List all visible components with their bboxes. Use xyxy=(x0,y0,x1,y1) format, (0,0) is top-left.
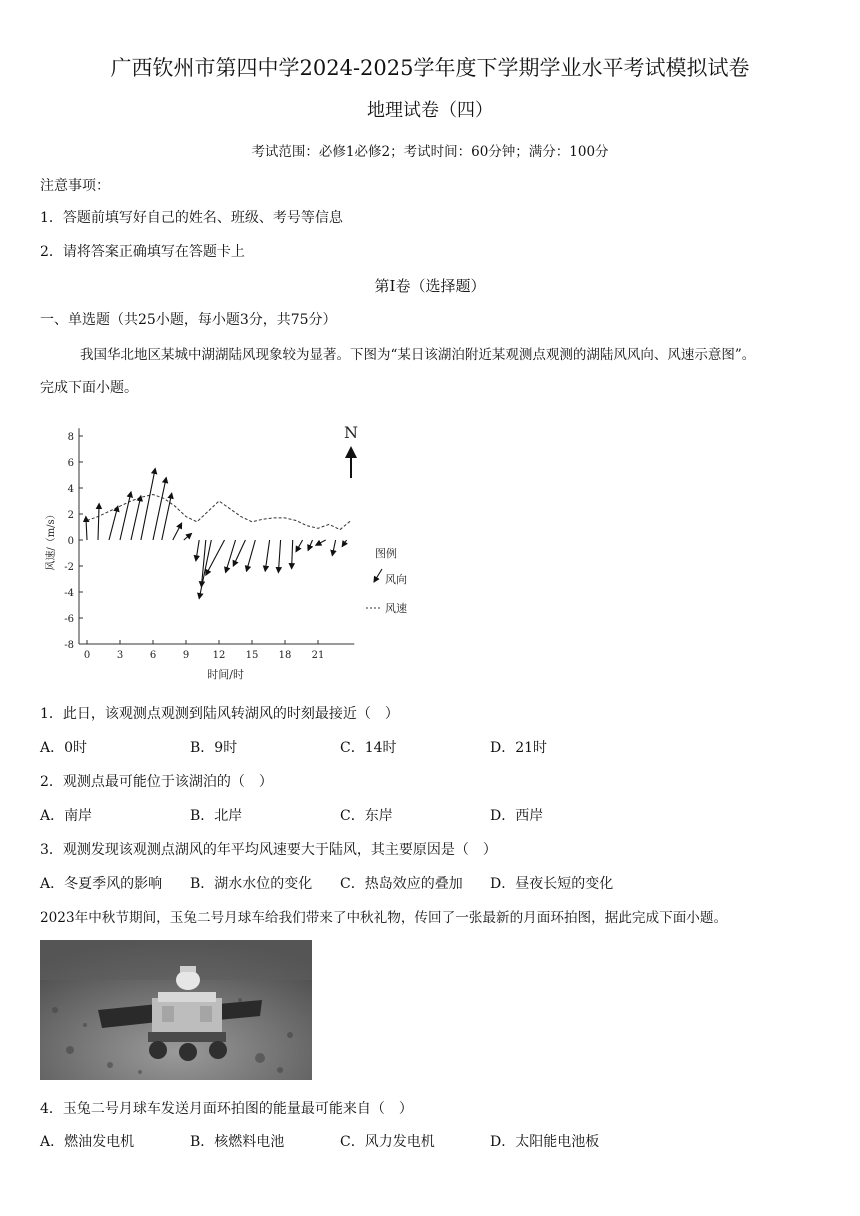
legend-title: 图例 xyxy=(375,547,397,560)
wind-direction-arrow xyxy=(226,540,236,573)
passage-line: 完成下面小题。 xyxy=(40,380,138,396)
q4-option-a: A．燃油发电机 xyxy=(40,1134,135,1150)
question-3-stem: 3．观测发现该观测点湖风的年平均风速要大于陆风，其主要原因是（ ） xyxy=(40,842,497,858)
passage-line: 我国华北地区某城中湖湖陆风现象较为显著。下图为“某日该湖泊附近某观测点观测的湖陆风风向、风速示意图”。 xyxy=(80,347,756,363)
x-tick-label: 18 xyxy=(278,650,292,661)
q4-option-c: C．风力发电机 xyxy=(340,1134,435,1150)
y-tick-label: -6 xyxy=(64,614,74,625)
y-axis-label: 风速/（m/s） xyxy=(46,509,57,571)
passage-2: 2023年中秋节期间，玉兔二号月球车给我们带来了中秋礼物，传回了一张最新的月面环拍图，据此完成下面小题。 xyxy=(40,910,728,926)
q3-option-d: D．昼夜长短的变化 xyxy=(490,876,614,892)
x-tick-label: 15 xyxy=(245,650,259,661)
q3-option-c: C．热岛效应的叠加 xyxy=(340,876,463,892)
wind-direction-arrow xyxy=(332,540,335,556)
wind-direction-arrow xyxy=(86,517,87,540)
note-item: 2．请将答案正确填写在答题卡上 xyxy=(40,244,245,260)
part-heading: 一、单选题（共25小题，每小题3分，共75分） xyxy=(40,312,337,328)
wind-direction-arrow xyxy=(278,540,280,573)
wind-direction-arrow xyxy=(184,534,192,541)
q2-option-c: C．东岸 xyxy=(340,808,393,824)
q4-option-b: B．核燃料电池 xyxy=(190,1134,285,1150)
q1-option-b: B．9时 xyxy=(190,740,238,756)
wind-direction-arrow xyxy=(98,504,99,540)
q4-option-d: D．太阳能电池板 xyxy=(490,1134,600,1150)
wind-direction-arrow xyxy=(292,540,293,569)
wind-direction-arrow xyxy=(196,540,199,561)
wind-direction-arrow xyxy=(308,540,312,550)
wind-chart xyxy=(40,418,420,688)
x-tick-label: 21 xyxy=(311,650,325,661)
q3-option-a: A．冬夏季风的影响 xyxy=(40,876,163,892)
notes-heading: 注意事项： xyxy=(40,178,110,194)
wind-direction-arrow xyxy=(206,540,225,575)
y-tick-label: -2 xyxy=(64,562,74,573)
y-tick-label: 2 xyxy=(67,510,74,521)
x-tick-label: 0 xyxy=(83,650,91,661)
north-label: N xyxy=(344,423,358,442)
wind-direction-arrow xyxy=(131,496,141,540)
q3-option-b: B．湖水水位的变化 xyxy=(190,876,313,892)
x-tick-label: 12 xyxy=(212,650,226,661)
y-tick-label: 0 xyxy=(67,536,74,547)
lunar-rover-photo xyxy=(40,940,312,1080)
wind-direction-arrow xyxy=(233,540,245,566)
y-tick-label: -4 xyxy=(64,588,74,599)
wind-direction-arrow xyxy=(141,469,155,541)
q1-option-a: A．0时 xyxy=(40,740,88,756)
section-title: 第I卷（选择题） xyxy=(374,277,486,295)
note-item: 1．答题前填写好自己的姓名、班级、考号等信息 xyxy=(40,210,343,226)
wind-direction-arrow xyxy=(265,540,269,571)
wind-direction-arrow xyxy=(316,540,326,545)
y-tick-label: 8 xyxy=(67,432,74,443)
wind-direction-arrow xyxy=(342,540,346,547)
y-tick-label: 4 xyxy=(67,484,74,495)
q1-option-d: D．21时 xyxy=(490,740,548,756)
y-tick-label: 6 xyxy=(67,458,74,469)
question-1-stem: 1．此日，该观测点观测到陆风转湖风的时刻最接近（ ） xyxy=(40,706,399,722)
x-tick-label: 6 xyxy=(149,650,157,661)
wind-direction-arrow xyxy=(173,523,182,540)
exam-info: 考试范围：必修1必修2；考试时间：60分钟；满分：100分 xyxy=(251,144,609,160)
q1-option-c: C．14时 xyxy=(340,740,397,756)
q2-option-d: D．西岸 xyxy=(490,808,544,824)
exam-title: 广西钦州市第四中学2024-2025学年度下学期学业水平考试模拟试卷 xyxy=(110,56,750,80)
question-2-stem: 2．观测点最可能位于该湖泊的（ ） xyxy=(40,774,273,790)
x-axis-label: 时间/时 xyxy=(207,668,244,681)
exam-subtitle: 地理试卷（四） xyxy=(367,100,493,121)
wind-direction-arrow xyxy=(296,540,303,552)
q2-option-b: B．北岸 xyxy=(190,808,243,824)
wind-direction-arrow xyxy=(120,492,131,540)
question-4-stem: 4．玉兔二号月球车发送月面环拍图的能量最可能来自（ ） xyxy=(40,1101,413,1117)
wind-direction-arrow xyxy=(247,540,256,571)
x-tick-label: 3 xyxy=(116,650,124,661)
legend-arrow-icon xyxy=(374,569,382,582)
x-tick-label: 9 xyxy=(182,650,190,661)
legend-arrow-label: 风向 xyxy=(385,573,407,586)
y-tick-label: -8 xyxy=(64,640,74,651)
q2-option-a: A．南岸 xyxy=(40,808,93,824)
legend-line-label: 风速 xyxy=(385,602,407,615)
